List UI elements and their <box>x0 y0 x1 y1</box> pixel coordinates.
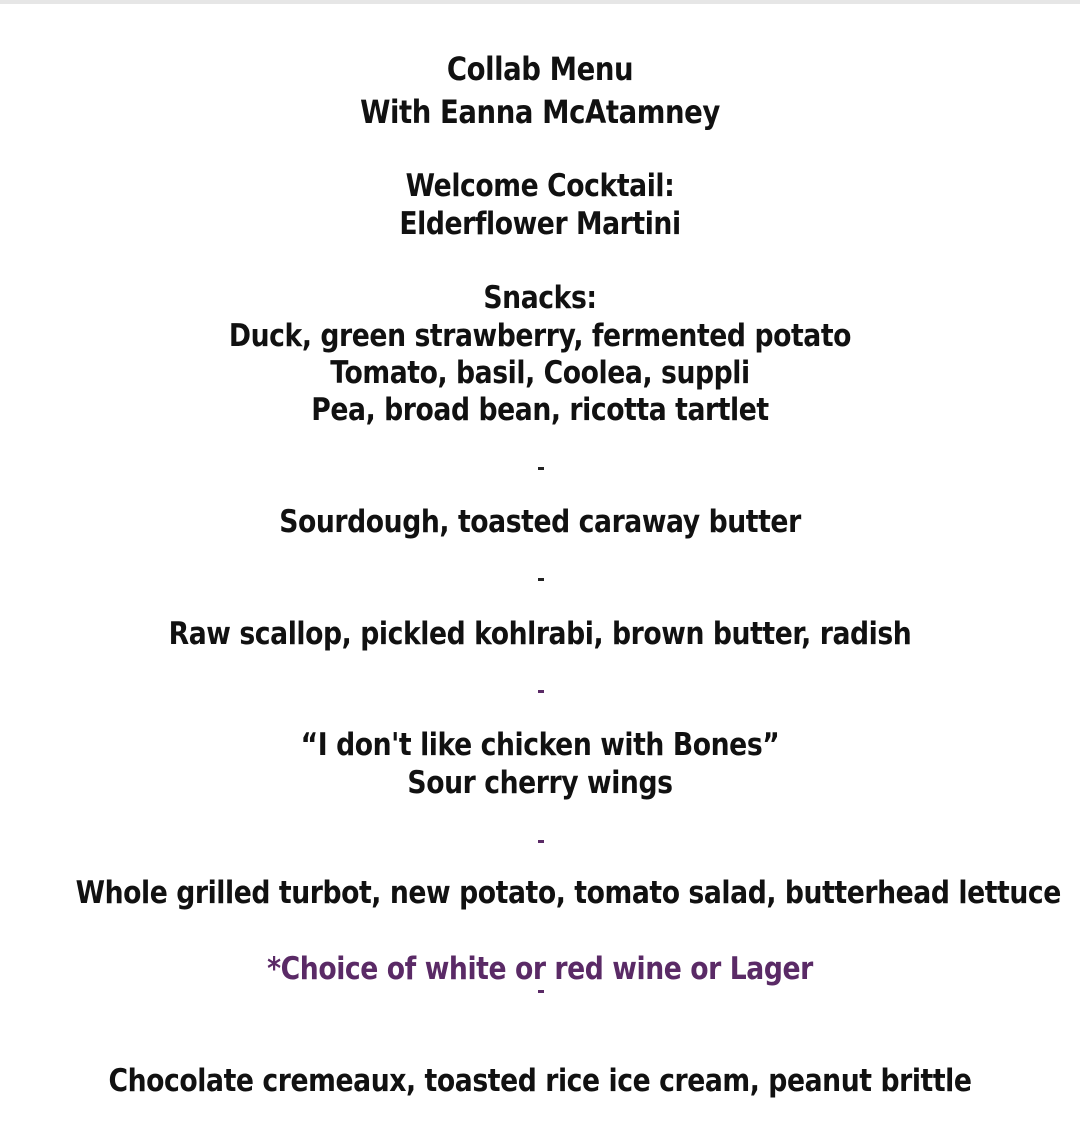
snack-item: Pea, broad bean, ricotta tartlet <box>311 392 769 428</box>
snacks-heading: Snacks: <box>483 280 597 316</box>
snack-item: Tomato, basil, Coolea, suppli <box>330 355 750 391</box>
course-chicken-dish: Sour cherry wings <box>407 765 673 801</box>
course-separator <box>538 840 544 843</box>
menu-subtitle: With Eanna McAtamney <box>360 93 720 131</box>
course-separator <box>538 990 544 993</box>
course-scallop: Raw scallop, pickled kohlrabi, brown butter, radish <box>168 616 912 652</box>
course-turbot: Whole grilled turbot, new potato, tomato salad, butterhead lettuce <box>75 875 1061 911</box>
course-separator <box>538 690 544 693</box>
course-dessert: Chocolate cremeaux, toasted rice ice cream, peanut brittle <box>108 1063 972 1099</box>
course-separator <box>538 578 544 581</box>
welcome-cocktail-drink: Elderflower Martini <box>399 206 681 242</box>
course-bread: Sourdough, toasted caraway butter <box>279 504 801 540</box>
course-separator <box>538 467 544 470</box>
menu-title: Collab Menu <box>446 50 634 88</box>
drink-choice-note: *Choice of white or red wine or Lager <box>267 951 813 987</box>
course-chicken-quote: “I don't like chicken with Bones” <box>300 727 780 763</box>
snack-item: Duck, green strawberry, fermented potato <box>228 318 852 354</box>
welcome-cocktail-heading: Welcome Cocktail: <box>405 168 675 204</box>
